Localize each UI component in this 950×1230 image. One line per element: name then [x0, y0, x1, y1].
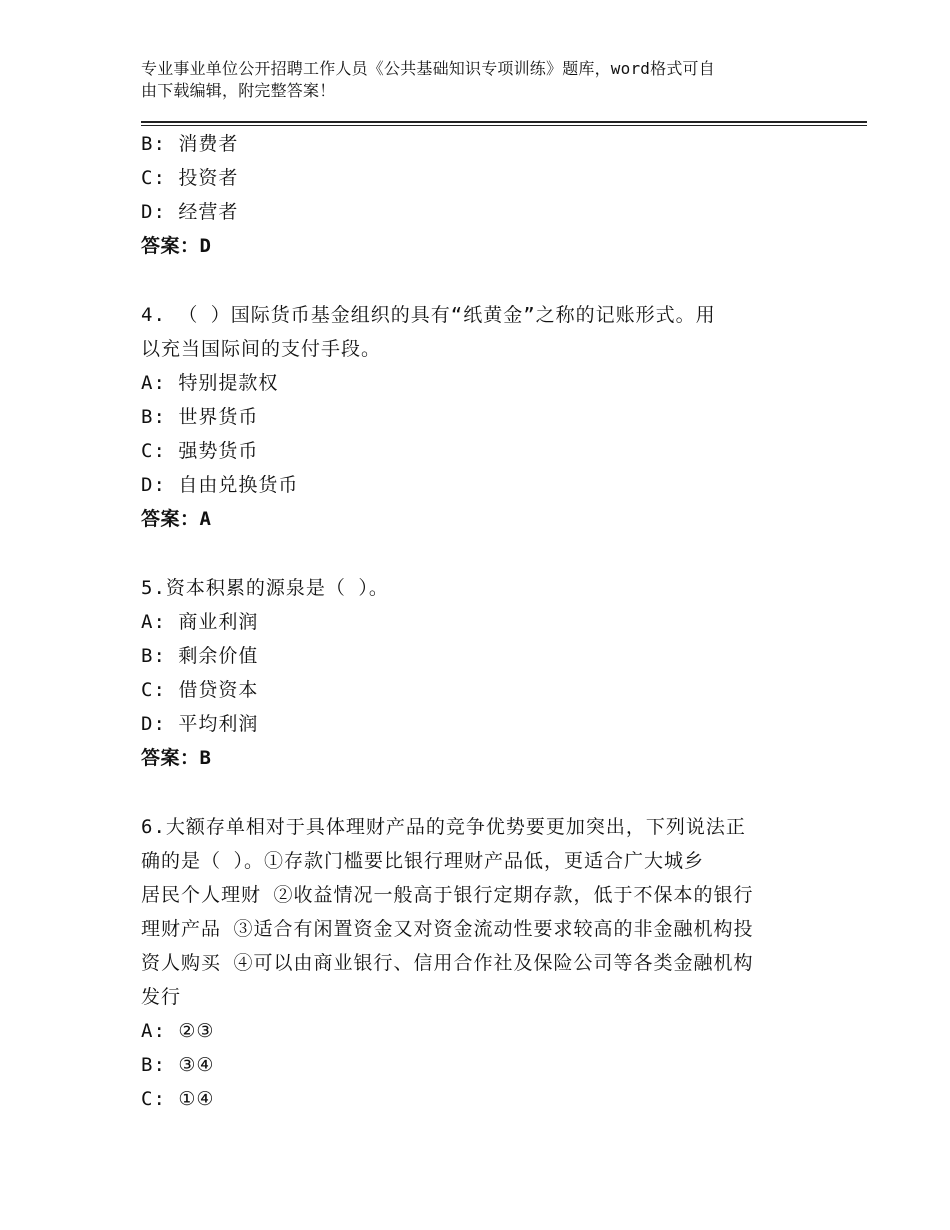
- page-header: [141, 58, 811, 102]
- q6-stem-line-2: 确的是（ ）。①存款门槛要比银行理财产品低，更适合广大城乡: [141, 850, 704, 872]
- q4-option-c: C: 强势货币: [141, 440, 259, 462]
- q4-option-a: A: 特别提款权: [141, 372, 279, 394]
- q3-option-c: C: 投资者: [141, 167, 239, 189]
- q5-option-d: D: 平均利润: [141, 713, 259, 735]
- q6-option-b: B: ③④: [141, 1054, 215, 1076]
- header-divider-thin: [141, 125, 867, 126]
- header-divider-thick: [141, 121, 867, 123]
- header-line-2: 由下载编辑，附完整答案！: [141, 81, 336, 100]
- header-line-1: 专业事业单位公开招聘工作人员《公共基础知识专项训练》题库，word格式可自: [141, 59, 715, 78]
- q6-option-c: C: ①④: [141, 1088, 215, 1110]
- q5-option-a: A: 商业利润: [141, 611, 259, 633]
- q4-stem-line-1: 4. （ ）国际货币基金组织的具有“纸黄金”之称的记账形式。用: [141, 304, 716, 326]
- q4-option-d: D: 自由兑换货币: [141, 474, 299, 496]
- q3-option-d: D: 经营者: [141, 201, 239, 223]
- q6-stem-line-1: 6.大额存单相对于具体理财产品的竞争优势要更加突出，下列说法正: [141, 816, 746, 838]
- q6-stem-line-5: 资人购买 ④可以由商业银行、信用合作社及保险公司等各类金融机构: [141, 952, 754, 974]
- q4-stem-line-2: 以充当国际间的支付手段。: [141, 338, 382, 360]
- q5-stem: 5.资本积累的源泉是（ ）。: [141, 577, 389, 599]
- q4-answer: 答案：A: [141, 508, 212, 530]
- q5-answer: 答案：B: [141, 747, 212, 769]
- q3-option-b: B: 消费者: [141, 133, 239, 155]
- q6-stem-line-6: 发行: [141, 986, 182, 1008]
- q5-option-b: B: 剩余价值: [141, 645, 259, 667]
- q6-stem-line-4: 理财产品 ③适合有闲置资金又对资金流动性要求较高的非金融机构投: [141, 918, 754, 940]
- q6-stem-line-3: 居民个人理财 ②收益情况一般高于银行定期存款，低于不保本的银行: [141, 884, 754, 906]
- q5-option-c: C: 借贷资本: [141, 679, 259, 701]
- q6-option-a: A: ②③: [141, 1020, 215, 1042]
- q4-option-b: B: 世界货币: [141, 406, 259, 428]
- q3-answer: 答案：D: [141, 235, 212, 257]
